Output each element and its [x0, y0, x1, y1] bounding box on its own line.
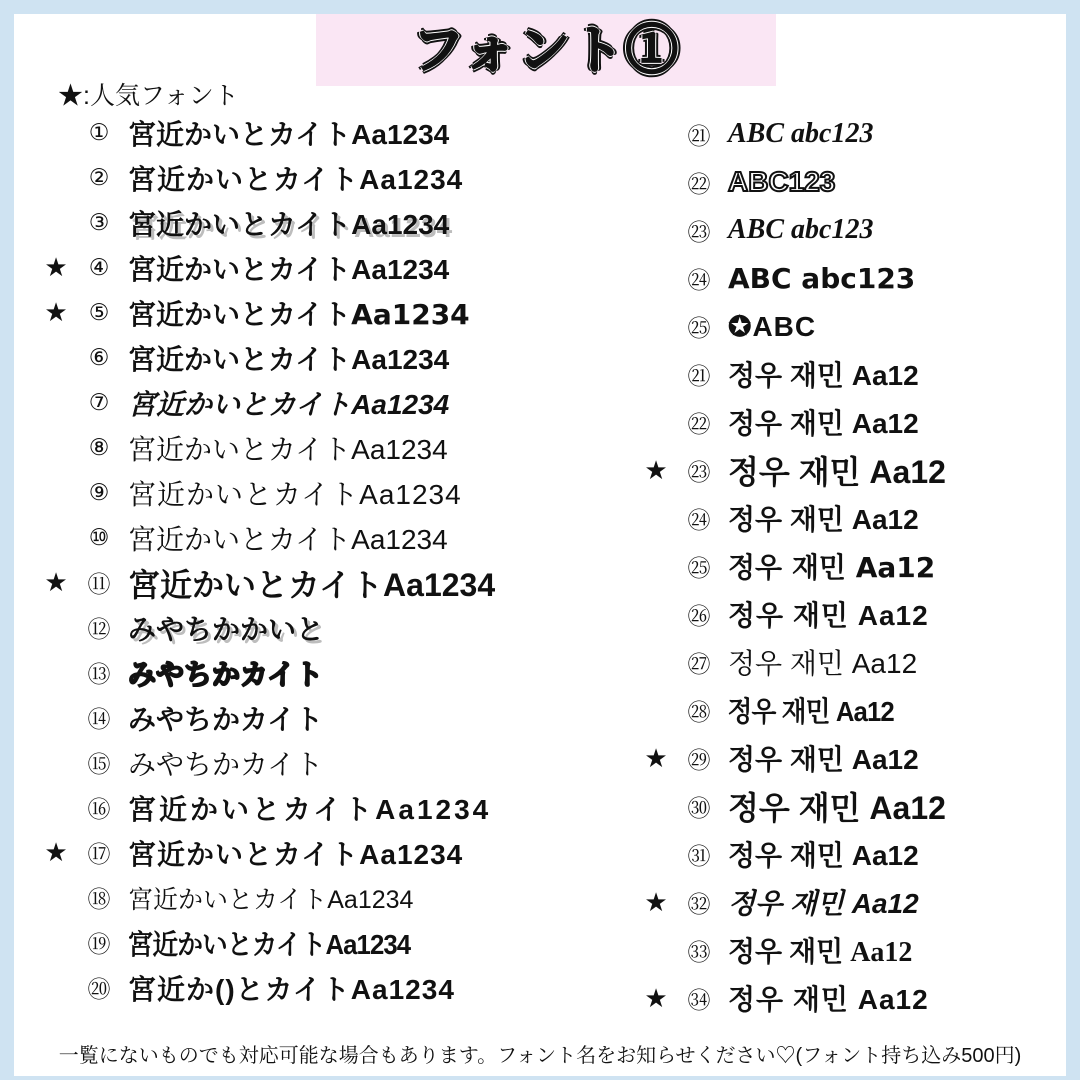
- font-number: ⑧: [88, 434, 110, 460]
- font-sample-text: 정우 재민 Aa12: [728, 937, 913, 968]
- font-number: ㉒: [687, 410, 711, 437]
- font-sample-text: 정우 재민 Aa12: [728, 551, 936, 584]
- font-sample-text: 정우 재민 Aa12: [728, 840, 919, 871]
- font-row: [36, 875, 636, 920]
- font-sample-text: 宮近かいとカイトAa1234: [128, 793, 492, 825]
- star-icon: ★: [44, 252, 68, 282]
- font-sample-text: 宮近かいとカイトAa1234: [128, 838, 464, 870]
- font-row: [636, 206, 1056, 254]
- font-row: [36, 830, 636, 875]
- font-row: [36, 965, 636, 1010]
- page-title: フォント①: [412, 22, 680, 80]
- font-row: [36, 245, 636, 290]
- font-sample-text: ABC abc123: [728, 118, 874, 149]
- font-row: [636, 350, 1056, 398]
- font-number: ⑯: [87, 796, 111, 822]
- font-row: [36, 920, 636, 965]
- font-sample-text: 宮近かいとカイトAa1234: [128, 297, 470, 331]
- font-sample-text: 宮近かいとカイトAa1234: [128, 253, 450, 285]
- font-number: ㉞: [687, 986, 711, 1013]
- font-number: ㉜: [687, 890, 711, 917]
- font-row: [36, 290, 636, 335]
- star-icon: ★: [644, 886, 668, 917]
- font-row: [36, 470, 636, 515]
- font-number: ㉓: [687, 218, 711, 245]
- font-number: ⑫: [87, 616, 111, 642]
- font-sample-text: 宮近かいとカイトAa1234: [127, 928, 411, 960]
- font-number: ⑬: [87, 661, 111, 687]
- font-row: [636, 110, 1056, 158]
- font-sample-text: 정우 재민 Aa12: [728, 888, 919, 919]
- font-sample-text: ABC123: [728, 166, 836, 197]
- font-sample-text: 宮近かいとカイトAa1234: [128, 118, 450, 150]
- font-list-left: [36, 110, 636, 1010]
- star-icon: ★: [44, 297, 68, 327]
- font-number: ①: [88, 119, 110, 145]
- font-number: ㉝: [687, 938, 711, 965]
- font-sample-text: ✪ABC: [728, 310, 817, 342]
- font-number: ⑭: [87, 706, 111, 732]
- font-sample-text: 정우 재민 Aa12: [728, 984, 929, 1015]
- footnote-text: 一覧にないものでも対応可能な場合もあります。フォント名をお知らせください♡(フォント持ち込み500円): [58, 1045, 1022, 1067]
- font-row: [636, 830, 1056, 878]
- font-number: ⑨: [88, 479, 110, 505]
- font-row: [36, 200, 636, 245]
- font-sample-text: 宮近かいとカイトAa1234: [128, 566, 496, 603]
- font-sample-text: みやちかカイト: [128, 748, 324, 780]
- font-sample-text: 宮近かいとカイトAa1234: [128, 433, 448, 465]
- font-sample-text: ABC abc123: [728, 214, 874, 245]
- font-number: ⑱: [87, 886, 111, 912]
- font-row: [36, 425, 636, 470]
- font-sample-text: 정우 재민 Aa12: [728, 408, 919, 439]
- font-row: [36, 515, 636, 560]
- font-number: ㉒: [687, 170, 711, 197]
- star-icon: ★: [44, 837, 68, 867]
- font-number: ㉚: [687, 794, 711, 821]
- font-number: ㉕: [687, 314, 711, 341]
- font-number: ㉖: [687, 602, 711, 629]
- font-sample-text: 정우 재민 Aa12: [728, 360, 919, 391]
- font-number: ㉑: [687, 362, 711, 389]
- star-icon: ★: [44, 567, 68, 597]
- font-row: [36, 695, 636, 740]
- font-row: [36, 650, 636, 695]
- font-row: [636, 878, 1056, 926]
- font-sample-sheet: [14, 14, 1066, 1036]
- font-sample-text: ABC abc123: [728, 261, 916, 295]
- font-sample-text: 宮近かいとカイトAa1234: [128, 208, 450, 240]
- font-sample-text: 정우 재민 Aa12: [728, 504, 919, 535]
- font-row: [36, 560, 636, 605]
- font-row: [636, 158, 1056, 206]
- font-number: ④: [88, 254, 110, 280]
- font-number: ⑰: [87, 841, 111, 867]
- font-row: [636, 782, 1056, 830]
- font-row: [636, 926, 1056, 974]
- font-sample-text: みやちかカイト: [128, 658, 324, 690]
- font-number: ㉕: [687, 554, 711, 581]
- font-row: [636, 590, 1056, 638]
- font-row: [636, 974, 1056, 1022]
- font-sample-text: 정우 재민 Aa12: [728, 454, 946, 490]
- font-number: ⑪: [87, 571, 111, 597]
- font-row: [636, 302, 1056, 350]
- footnote-band: [14, 1036, 1066, 1076]
- font-sample-text: 宮近かいとカイトAa1234: [128, 885, 414, 914]
- font-number: ㉔: [687, 506, 711, 533]
- font-row: [636, 734, 1056, 782]
- font-number: ⑤: [88, 299, 110, 325]
- font-number: ㉘: [687, 698, 711, 725]
- font-sample-text: みやちかかいと: [128, 613, 325, 645]
- font-sample-text: みやちかカイト: [128, 703, 324, 735]
- font-number: ⑲: [87, 931, 111, 957]
- font-row: [636, 686, 1056, 734]
- font-number: ⑳: [87, 976, 111, 1002]
- font-row: [36, 110, 636, 155]
- font-number: ⑥: [88, 344, 110, 370]
- font-row: [636, 542, 1056, 590]
- font-sample-text: 宮近かいとカイトAa1234: [128, 163, 464, 195]
- font-sample-text: 정우 재민 Aa12: [728, 790, 946, 826]
- font-number: ㉙: [687, 746, 711, 773]
- font-row: [636, 638, 1056, 686]
- star-icon: ★: [644, 982, 668, 1013]
- font-sample-text: 宮近かいとカイトAa1234: [128, 523, 448, 555]
- font-sample-text: 宮近かいとカイトAa1234: [128, 388, 450, 420]
- font-row: [636, 446, 1056, 494]
- star-icon: ★: [644, 454, 668, 485]
- font-row: [36, 740, 636, 785]
- font-row: [36, 155, 636, 200]
- font-number: ⑮: [87, 751, 111, 777]
- font-number: ㉗: [687, 650, 711, 677]
- legend-text: ★:人気フォント: [58, 82, 239, 110]
- font-row: [636, 254, 1056, 302]
- font-sample-text: 정우 재민 Aa12: [728, 744, 919, 775]
- font-sample-text: 宮近か()とカイトAa1234: [128, 973, 455, 1005]
- font-row: [36, 335, 636, 380]
- font-row: [636, 398, 1056, 446]
- font-sample-text: 宮近かいとカイトAa1234: [128, 343, 450, 375]
- font-row: [36, 605, 636, 650]
- font-sample-text: 정우 재민 Aa12: [728, 648, 918, 679]
- font-number: ㉓: [687, 458, 711, 485]
- font-row: [36, 380, 636, 425]
- font-number: ⑦: [88, 389, 110, 415]
- font-sample-text: 宮近かいとカイトAa1234: [128, 478, 462, 510]
- font-row: [36, 785, 636, 830]
- font-sample-text: 정우 재민 Aa12: [728, 600, 929, 631]
- font-number: ②: [88, 164, 110, 190]
- font-number: ⑩: [88, 524, 110, 550]
- font-number: ㉔: [687, 266, 711, 293]
- font-number: ③: [88, 209, 110, 235]
- star-icon: ★: [644, 742, 668, 773]
- font-row: [636, 494, 1056, 542]
- font-number: ㉛: [687, 842, 711, 869]
- font-sample-text: 정우 재민 Aa12: [727, 696, 894, 727]
- font-number: ㉑: [687, 122, 711, 149]
- font-list-right: [636, 110, 1056, 1022]
